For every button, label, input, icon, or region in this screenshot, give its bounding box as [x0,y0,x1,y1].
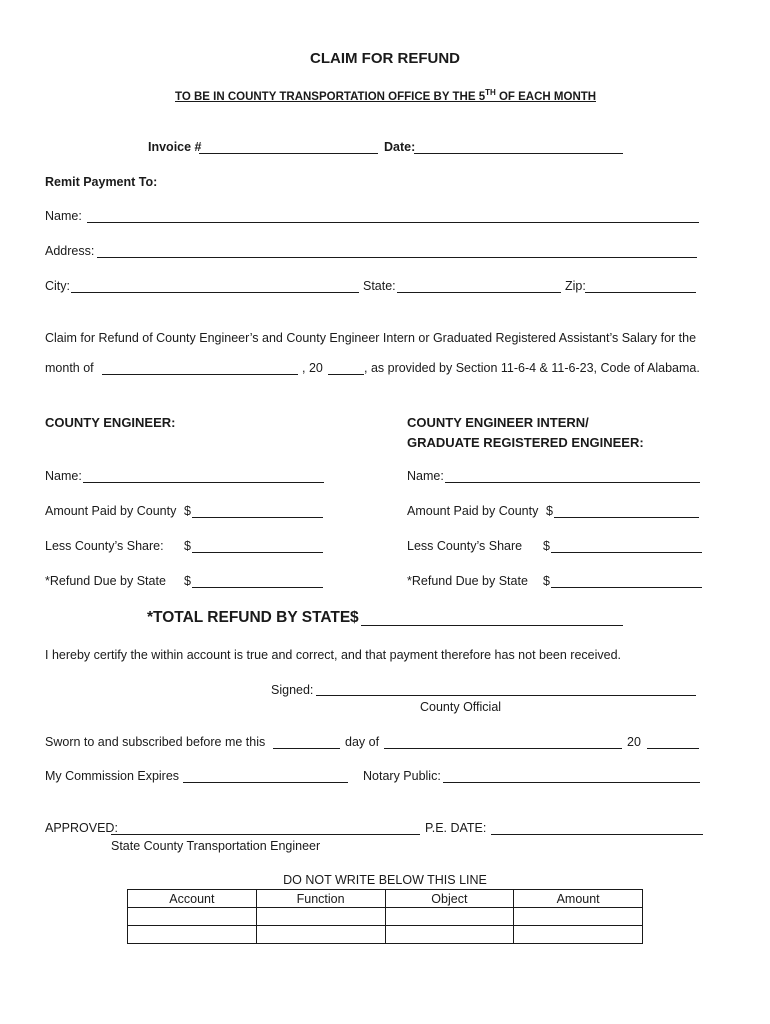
remit-zip-field[interactable] [585,292,696,293]
ce-amount-currency: $ [184,504,191,518]
notary-label: Notary Public: [363,769,441,783]
ce-name-field[interactable] [83,482,324,483]
day-of-label: day of [345,735,380,749]
subtitle-text: TO BE IN COUNTY TRANSPORTATION OFFICE BY THE 5 [175,90,486,103]
column-header-object: Object [385,890,514,908]
intern-refund-currency: $ [543,574,550,588]
invoice-field[interactable] [199,153,378,154]
account-cell[interactable] [128,908,257,926]
subtitle-superscript: TH [485,88,496,97]
pe-date-field[interactable] [491,834,703,835]
remit-heading: Remit Payment To: [45,175,158,189]
form-title: CLAIM FOR REFUND [310,50,460,67]
intern-refund-field[interactable] [551,587,702,588]
column-header-amount: Amount [514,890,643,908]
remit-name-label: Name: [45,209,82,223]
intern-heading-line1: COUNTY ENGINEER INTERN/ [407,415,589,430]
signature-field[interactable] [316,695,696,696]
approved-field[interactable] [111,834,420,835]
claim-text-line1: Claim for Refund of County Engineer’s and County Engineer Intern or Graduated Registered Assistant’s Salary for the [45,331,697,345]
ce-share-label: Less County’s Share: [45,539,164,553]
pe-date-label: P.E. DATE: [425,821,487,835]
engineer-label: State County Transportation Engineer [111,839,321,853]
intern-amount-label: Amount Paid by County [407,504,539,518]
date-label: Date: [384,140,416,154]
ce-amount-field[interactable] [192,517,323,518]
remit-zip-label: Zip: [565,279,586,293]
object-cell[interactable] [385,926,514,944]
remit-address-field[interactable] [97,257,697,258]
date-field[interactable] [414,153,623,154]
intern-share-currency: $ [543,539,550,553]
sworn-day-field[interactable] [273,748,340,749]
column-header-account: Account [128,890,257,908]
intern-refund-label: *Refund Due by State [407,574,528,588]
table-row [128,908,643,926]
claim-provided-text: , as provided by Section 11-6-4 & 11-6-23, Code of Alabama. [364,361,700,375]
commission-field[interactable] [183,782,348,783]
ce-share-currency: $ [184,539,191,553]
commission-label: My Commission Expires [45,769,180,783]
intern-name-field[interactable] [445,482,700,483]
signed-label: Signed: [271,683,314,697]
function-cell[interactable] [256,926,385,944]
total-refund-field[interactable] [361,625,623,626]
claim-year-field[interactable] [328,374,364,375]
sworn-year-field[interactable] [647,748,699,749]
amount-cell[interactable] [514,926,643,944]
claim-month-field[interactable] [102,374,298,375]
total-refund-label: *TOTAL REFUND BY STATE [147,609,351,626]
table-header-row [128,890,643,908]
remit-state-field[interactable] [397,292,561,293]
function-cell[interactable] [256,908,385,926]
table-row [128,926,643,944]
ce-refund-label: *Refund Due by State [45,574,166,588]
subtitle-underline [175,101,596,102]
approved-label: APPROVED: [45,821,118,835]
county-official-label: County Official [420,700,502,714]
ce-share-field[interactable] [192,552,323,553]
subtitle-text-end: OF EACH MONTH [495,90,597,103]
intern-amount-currency: $ [546,504,553,518]
notary-field[interactable] [443,782,700,783]
remit-state-label: State: [363,279,396,293]
sworn-month-field[interactable] [384,748,622,749]
ce-refund-field[interactable] [192,587,323,588]
claim-year-prefix: , 20 [302,361,323,375]
ce-refund-currency: $ [184,574,191,588]
ce-name-label: Name: [45,469,82,483]
intern-amount-field[interactable] [554,517,699,518]
claim-month-label: month of [45,361,94,375]
column-header-function: Function [256,890,385,908]
do-not-write-notice: DO NOT WRITE BELOW THIS LINE [283,873,487,887]
invoice-label: Invoice # [148,140,202,154]
certify-text: I hereby certify the within account is true and correct, and that payment therefore has not been received. [45,648,622,662]
remit-address-label: Address: [45,244,95,258]
account-cell[interactable] [128,926,257,944]
remit-city-label: City: [45,279,70,293]
county-engineer-heading: COUNTY ENGINEER: [45,415,176,430]
sworn-label: Sworn to and subscribed before me this [45,735,266,749]
ce-amount-label: Amount Paid by County [45,504,177,518]
intern-share-label: Less County’s Share [407,539,523,553]
remit-name-field[interactable] [87,222,699,223]
sworn-year-label: 20 [627,735,641,749]
object-cell[interactable] [385,908,514,926]
intern-share-field[interactable] [551,552,702,553]
intern-heading-line2: GRADUATE REGISTERED ENGINEER: [407,435,644,450]
total-refund-currency: $ [350,609,359,626]
office-use-table [127,889,643,944]
intern-name-label: Name: [407,469,444,483]
amount-cell[interactable] [514,908,643,926]
remit-city-field[interactable] [71,292,359,293]
